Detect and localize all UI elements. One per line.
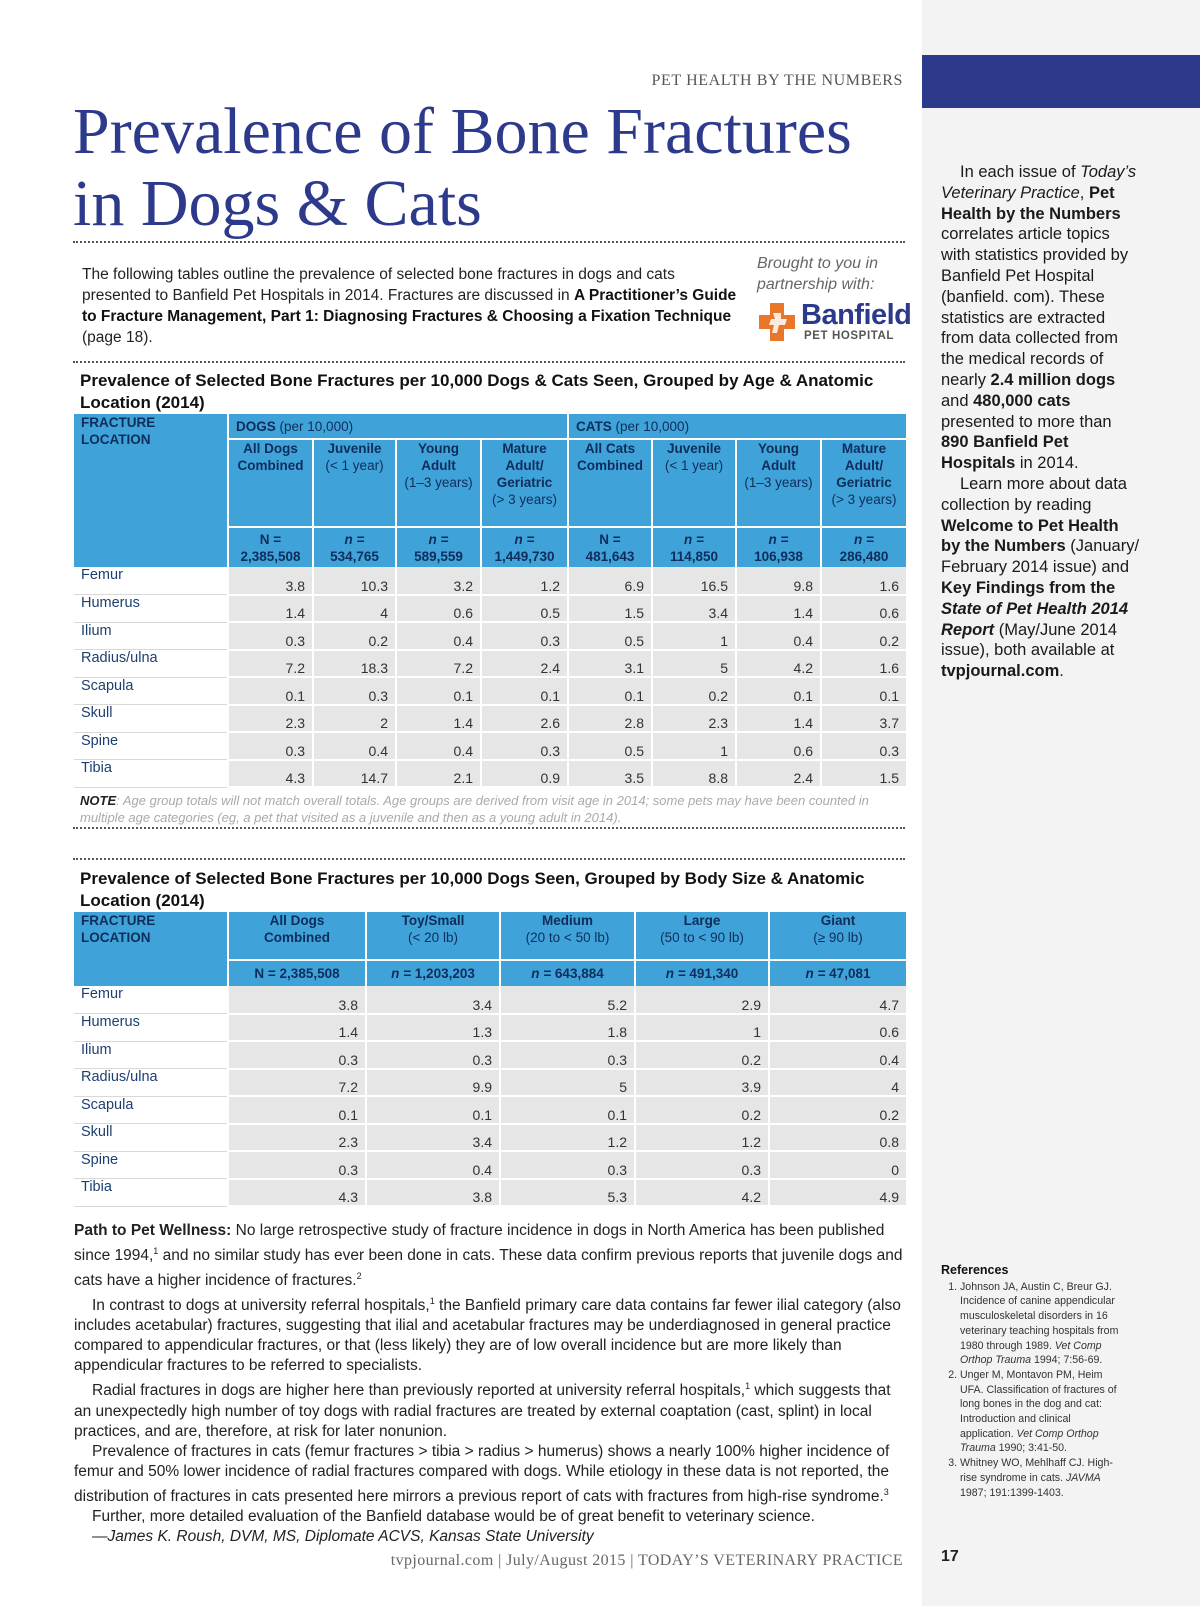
table-cell: 3.4 xyxy=(366,1124,500,1152)
table-cell: 2.4 xyxy=(736,760,821,788)
table-cell: 4.3 xyxy=(228,1179,366,1207)
location-header: FRACTURE LOCATION xyxy=(74,912,228,986)
table-cell: 4.2 xyxy=(635,1179,769,1207)
page-number: 17 xyxy=(941,1548,959,1565)
table-cell: 3.4 xyxy=(366,986,500,1014)
page-title: Prevalence of Bone Fractures in Dogs & Cats xyxy=(73,95,852,240)
row-label: Femur xyxy=(74,567,228,595)
table-cell: 0.1 xyxy=(228,677,313,705)
table-cell: 0.1 xyxy=(366,1096,500,1124)
table-cell: 2.1 xyxy=(396,760,481,788)
table-cell: 1.4 xyxy=(736,705,821,733)
table-cell: 0.3 xyxy=(481,622,568,650)
row-label: Tibia xyxy=(74,760,228,788)
table-cell: 5.2 xyxy=(500,986,635,1014)
section-kicker: PET HEALTH BY THE NUMBERS xyxy=(651,72,903,89)
table-cell: 0.5 xyxy=(568,622,652,650)
table-cell: 0.3 xyxy=(366,1041,500,1069)
paragraph: Prevalence of fractures in cats (femur fractures > tibia > radius > humerus) shows a nearly 100% higher incidence of femur and 50% lower incidence of radial fractures compared with dogs. While etiology in these data is not reported, the distribution of fractures in cats presented here mirrors a previous report of cats with fractures from high-rise syndrome.$^3$ xyxy=(74,1442,890,1505)
sidebar-accent-band xyxy=(922,55,1200,108)
article-body xyxy=(74,1221,904,1547)
table-row xyxy=(74,986,906,1014)
table-cell: 1.5 xyxy=(568,595,652,623)
table-cell: 0.2 xyxy=(635,1041,769,1069)
footer: tvpjournal.com | July/August 2015 | TODAY’S VETERINARY PRACTICE xyxy=(390,1552,903,1569)
table-row xyxy=(74,622,906,650)
table-cell: 18.3 xyxy=(313,650,396,678)
table-cell: 4.7 xyxy=(769,986,906,1014)
dogs-group-header: DOGS (per 10,000) xyxy=(228,414,568,439)
sample-size: N = 2,385,508 xyxy=(228,960,366,986)
table-cell: 0.1 xyxy=(500,1096,635,1124)
table-cell: 0.3 xyxy=(481,732,568,760)
journal-link[interactable]: tvpjournal.com xyxy=(941,662,1060,681)
table-cell: 7.2 xyxy=(396,650,481,678)
table-cell: 0.2 xyxy=(652,677,736,705)
column-header: Large (50 to < 90 lb) xyxy=(635,912,769,960)
table-cell: 4.3 xyxy=(228,760,313,788)
sample-size: n = 1,203,203 xyxy=(366,960,500,986)
table-cell: 0.1 xyxy=(396,677,481,705)
column-header: All Dogs Combined xyxy=(228,439,313,527)
table-cell: 2.4 xyxy=(481,650,568,678)
table-row xyxy=(74,1124,906,1152)
table1-note: NOTE: Age group totals will not match overall totals. Age groups are derived from visit age in 2014; some pets may have been counted in multiple age categories (eg, a pet that visited as a juvenile and then as a young adult in 2014). xyxy=(80,793,869,825)
table-cell: 5 xyxy=(500,1069,635,1097)
divider xyxy=(73,858,905,860)
table-cell: 1.4 xyxy=(736,595,821,623)
table-cell: 0.6 xyxy=(769,1014,906,1042)
row-label: Skull xyxy=(74,705,228,733)
row-label: Radius/ulna xyxy=(74,650,228,678)
row-label: Scapula xyxy=(74,677,228,705)
table-cell: 7.2 xyxy=(228,1069,366,1097)
partner-caption: Brought to you in partnership with: xyxy=(757,255,878,293)
references-heading: References xyxy=(941,1263,1009,1277)
table-cell: 0.1 xyxy=(736,677,821,705)
table-cell: 0.1 xyxy=(821,677,906,705)
table-cell: 0.8 xyxy=(769,1124,906,1152)
table-cell: 14.7 xyxy=(313,760,396,788)
table-row xyxy=(74,595,906,623)
row-label: Ilium xyxy=(74,622,228,650)
table-cell: 9.8 xyxy=(736,567,821,595)
table-cell: 4 xyxy=(769,1069,906,1097)
table-cell: 1.2 xyxy=(481,567,568,595)
table-cell: 3.7 xyxy=(821,705,906,733)
table-cell: 3.2 xyxy=(396,567,481,595)
table-cell: 3.1 xyxy=(568,650,652,678)
column-header: Young Adult (1–3 years) xyxy=(396,439,481,527)
paragraph: Radial fractures in dogs are higher here than previously reported at university referral hospitals,$^1$ which suggests that an unexpectedly high number of toy dogs with radial fractures are treated by external coaptation (cast, splint) in local practices, and are, therefore, at risk for later nonunion. xyxy=(74,1381,891,1440)
article-reference[interactable]: A Practitioner’s Guide to Fracture Management, Part 1: Diagnosing Fractures & Choosing a Fixation Technique xyxy=(82,287,737,325)
table-cell: 1 xyxy=(652,732,736,760)
row-label: Humerus xyxy=(74,1014,228,1042)
table-row xyxy=(74,567,906,595)
sample-size: N = 481,643 xyxy=(568,527,652,567)
sample-size: n = 106,938 xyxy=(736,527,821,567)
sample-size: n = 286,480 xyxy=(821,527,906,567)
row-label: Humerus xyxy=(74,595,228,623)
column-header: Medium (20 to < 50 lb) xyxy=(500,912,635,960)
table-cell: 3.5 xyxy=(568,760,652,788)
table-row xyxy=(74,1041,906,1069)
table-cell: 0.9 xyxy=(481,760,568,788)
table-cell: 0.3 xyxy=(228,732,313,760)
table-cell: 0.3 xyxy=(500,1041,635,1069)
table-cell: 10.3 xyxy=(313,567,396,595)
table-cell: 0.4 xyxy=(313,732,396,760)
table-cell: 0.4 xyxy=(396,732,481,760)
author-signature: —James K. Roush, DVM, MS, Diplomate ACVS, Kansas State University xyxy=(92,1527,594,1545)
table-cell: 1.6 xyxy=(821,567,906,595)
table-cell: 0.3 xyxy=(821,732,906,760)
column-header: Young Adult (1–3 years) xyxy=(736,439,821,527)
table-cell: 0.6 xyxy=(396,595,481,623)
table-cell: 2.3 xyxy=(228,705,313,733)
row-label: Radius/ulna xyxy=(74,1069,228,1097)
divider xyxy=(73,361,905,363)
table-cell: 3.8 xyxy=(228,567,313,595)
table1-title: Prevalence of Selected Bone Fractures per 10,000 Dogs & Cats Seen, Grouped by Age & Anatomic Location (2014) xyxy=(80,371,874,412)
table-cell: 2.6 xyxy=(481,705,568,733)
table-cell: 1.6 xyxy=(821,650,906,678)
table-cell: 0.2 xyxy=(821,622,906,650)
table-cell: 1.8 xyxy=(500,1014,635,1042)
table-cell: 2.3 xyxy=(652,705,736,733)
table-cell: 8.8 xyxy=(652,760,736,788)
table-cell: 2.3 xyxy=(228,1124,366,1152)
table-cell: 1.5 xyxy=(821,760,906,788)
table-cell: 4.9 xyxy=(769,1179,906,1207)
table-cell: 0 xyxy=(769,1151,906,1179)
table-cell: 0.2 xyxy=(769,1096,906,1124)
table-cell: 0.1 xyxy=(228,1096,366,1124)
paragraph: Path to Pet Wellness: No large retrospective study of fracture incidence in dogs in North America has been published since 1994,$^1$ and no similar study has ever been done in cats. These data confirm previous reports that juvenile dogs and cats have a higher incidence of fractures.$^2$ xyxy=(74,1222,903,1290)
reference-item: 3. Whitney WO, Mehlhaff CJ. High-rise syndrome in cats. JAVMA 1987; 191:1399-1403. xyxy=(960,1456,1126,1500)
row-label: Scapula xyxy=(74,1096,228,1124)
table-cell: 3.9 xyxy=(635,1069,769,1097)
banfield-cross-icon xyxy=(757,301,797,343)
table2-title: Prevalence of Selected Bone Fractures per 10,000 Dogs Seen, Grouped by Body Size & Anatomic Location (2014) xyxy=(80,869,865,910)
sample-size: n = 114,850 xyxy=(652,527,736,567)
table-row xyxy=(74,1179,906,1207)
table-row xyxy=(74,677,906,705)
table-cell: 0.3 xyxy=(500,1151,635,1179)
column-header: Juvenile (< 1 year) xyxy=(313,439,396,527)
column-header: Juvenile (< 1 year) xyxy=(652,439,736,527)
divider xyxy=(73,827,905,829)
row-label: Spine xyxy=(74,732,228,760)
sample-size: n = 589,559 xyxy=(396,527,481,567)
cats-group-header: CATS (per 10,000) xyxy=(568,414,906,439)
table-cell: 0.3 xyxy=(228,622,313,650)
table-cell: 0.2 xyxy=(635,1096,769,1124)
table-cell: 2.9 xyxy=(635,986,769,1014)
table-cell: 0.3 xyxy=(228,1151,366,1179)
reference-item: 1. Johnson JA, Austin C, Breur GJ. Incidence of canine appendicular musculoskeletal disorders in 16 veterinary teaching hospitals from 1980 through 1989. Vet Comp Orthop Trauma 1994; 7:56-69. xyxy=(960,1280,1126,1368)
references xyxy=(941,1263,1126,1500)
reference-item: 2. Unger M, Montavon PM, Heim UFA. Classification of fractures of long bones in the dog and cat: Introduction and clinical application. Vet Comp Orthop Trauma 1990; 3:41-50. xyxy=(960,1368,1126,1456)
table-cell: 3.8 xyxy=(366,1179,500,1207)
table-cell: 7.2 xyxy=(228,650,313,678)
paragraph: Further, more detailed evaluation of the Banfield database would be of great benefit to veterinary science. xyxy=(92,1507,815,1525)
row-label: Tibia xyxy=(74,1179,228,1207)
row-label: Femur xyxy=(74,986,228,1014)
table-cell: 0.6 xyxy=(736,732,821,760)
column-header: Toy/Small (< 20 lb) xyxy=(366,912,500,960)
table-cell: 2 xyxy=(313,705,396,733)
table-cell: 1 xyxy=(635,1014,769,1042)
table-cell: 3.4 xyxy=(652,595,736,623)
sample-size: n = 534,765 xyxy=(313,527,396,567)
column-header: Mature Adult/ Geriatric (> 3 years) xyxy=(481,439,568,527)
table-cell: 1.2 xyxy=(500,1124,635,1152)
table-cell: 4.2 xyxy=(736,650,821,678)
sidebar-panel xyxy=(922,0,1200,1606)
intro-paragraph: The following tables outline the prevalence of selected bone fractures in dogs and cats presented to Banfield Pet Hospitals in 2014. Fractures are discussed in A Practitioner’s Guide to Fracture Management, Part 1: Diagnosing Fractures & Choosing a Fixation Technique (page 18). xyxy=(82,266,737,346)
table-row xyxy=(74,650,906,678)
location-header: FRACTURE LOCATION xyxy=(74,414,228,567)
row-label: Spine xyxy=(74,1151,228,1179)
table-cell: 1 xyxy=(652,622,736,650)
table-cell: 0.4 xyxy=(366,1151,500,1179)
table-cell: 5 xyxy=(652,650,736,678)
table-cell: 2.8 xyxy=(568,705,652,733)
table2-body-size xyxy=(74,912,906,1207)
sample-size: n = 491,340 xyxy=(635,960,769,986)
sample-size: N = 2,385,508 xyxy=(228,527,313,567)
table-cell: 0.6 xyxy=(821,595,906,623)
banfield-logo: Banfield PET HOSPITAL xyxy=(757,301,907,345)
table-row xyxy=(74,1014,906,1042)
column-header: Giant (≥ 90 lb) xyxy=(769,912,906,960)
table1-age xyxy=(74,414,906,788)
table-cell: 1.3 xyxy=(366,1014,500,1042)
table-cell: 0.3 xyxy=(313,677,396,705)
row-label: Skull xyxy=(74,1124,228,1152)
table-cell: 0.5 xyxy=(568,732,652,760)
table-row xyxy=(74,1151,906,1179)
paragraph: In contrast to dogs at university referral hospitals,$^1$ the Banfield primary care data contains far fewer ilial category (also includes acetabular) fractures, suggesting that ilial and acetabular fractures may be underdiagnosed in general practice compared to appendicular fractures, or that (less likely) they are of low overall incidence but are more likely than appendicular fractures to be referred to specialists. xyxy=(74,1296,901,1375)
column-header: All Dogs Combined xyxy=(228,912,366,960)
table-cell: 1.4 xyxy=(396,705,481,733)
table-cell: 0.3 xyxy=(228,1041,366,1069)
divider xyxy=(73,241,905,243)
table-cell: 0.1 xyxy=(568,677,652,705)
table-cell: 6.9 xyxy=(568,567,652,595)
sample-size: n = 643,884 xyxy=(500,960,635,986)
sample-size: n = 47,081 xyxy=(769,960,906,986)
column-header: Mature Adult/ Geriatric (> 3 years) xyxy=(821,439,906,527)
table-cell: 4 xyxy=(313,595,396,623)
table-row xyxy=(74,732,906,760)
table-cell: 0.4 xyxy=(396,622,481,650)
sidebar-description: In each issue of Today’s Veterinary Practice, Pet Health by the Numbers correlates article topics with statistics provided by Banfield Pet Hospital (banfield. com). These statistics are extracted from data collected from the medical records of nearly 2.4 million dogs and 480,000 cats presented to more than 890 Banfield Pet Hospitals in 2014. Learn more about data collection by reading Welcome to Pet Health by the Numbers (January/ February 2014 issue) and Key Findings from the State of Pet Health 2014 Report (May/June 2014 issue), both available at tvpjournal.com. xyxy=(941,163,1140,681)
table-cell: 5.3 xyxy=(500,1179,635,1207)
table-cell: 3.8 xyxy=(228,986,366,1014)
row-label: Ilium xyxy=(74,1041,228,1069)
table-cell: 1.4 xyxy=(228,1014,366,1042)
table-cell: 9.9 xyxy=(366,1069,500,1097)
table-cell: 0.1 xyxy=(481,677,568,705)
table-cell: 0.5 xyxy=(481,595,568,623)
table-cell: 0.3 xyxy=(635,1151,769,1179)
table-cell: 0.2 xyxy=(313,622,396,650)
table-cell: 0.4 xyxy=(769,1041,906,1069)
column-header: All Cats Combined xyxy=(568,439,652,527)
sample-size: n = 1,449,730 xyxy=(481,527,568,567)
table-row xyxy=(74,1069,906,1097)
table-cell: 1.2 xyxy=(635,1124,769,1152)
table-row xyxy=(74,705,906,733)
table-row xyxy=(74,760,906,788)
table-row xyxy=(74,1096,906,1124)
table-cell: 1.4 xyxy=(228,595,313,623)
table-cell: 16.5 xyxy=(652,567,736,595)
table-cell: 0.4 xyxy=(736,622,821,650)
